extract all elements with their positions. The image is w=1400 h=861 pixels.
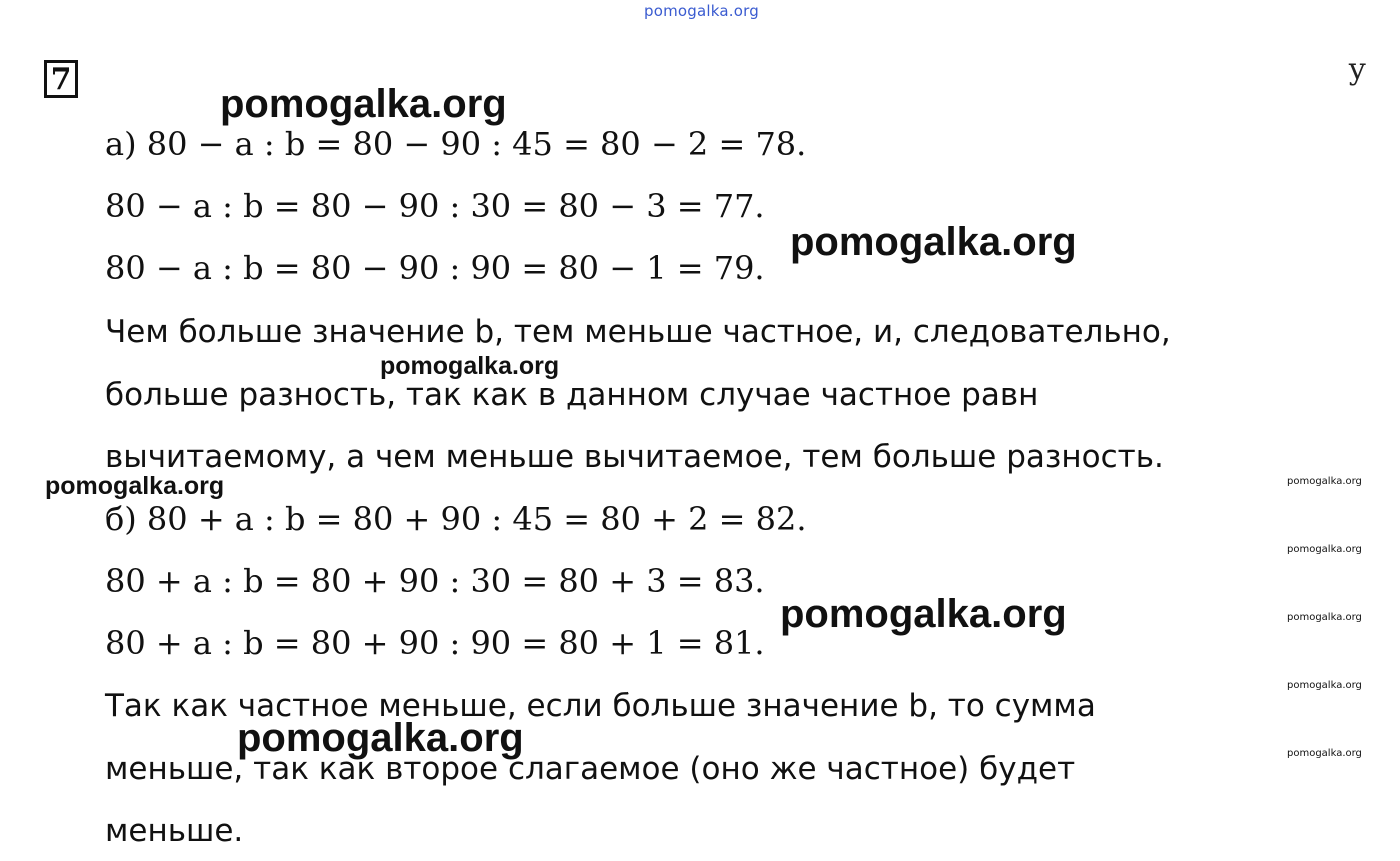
- solution-line-a2: 80 − a : b = 80 − 90 : 30 = 80 − 3 = 77.: [105, 187, 765, 225]
- watermark-big: pomogalka.org: [790, 220, 1077, 264]
- watermark-small: pomogalka.org: [1287, 680, 1362, 691]
- explanation-line-b3: меньше.: [105, 813, 244, 849]
- explanation-line-a1: Чем больше значение b, тем меньше частное, и, следовательно,: [105, 314, 1171, 350]
- watermark-medium: pomogalka.org: [45, 472, 225, 500]
- task-number-box: 7: [44, 60, 78, 98]
- watermark-small: pomogalka.org: [1287, 544, 1362, 555]
- explanation-line-b1: Так как частное меньше, если больше значение b, то сумма: [105, 688, 1096, 724]
- watermark-big: pomogalka.org: [780, 592, 1067, 636]
- solution-line-b3: 80 + a : b = 80 + 90 : 90 = 80 + 1 = 81.: [105, 624, 765, 662]
- explanation-line-b2: меньше, так как второе слагаемое (оно же частное) будет: [105, 751, 1076, 787]
- watermark-medium: pomogalka.org: [380, 352, 560, 380]
- explanation-line-a2: больше разность, так как в данном случае частное равн: [105, 377, 1039, 413]
- site-top-watermark: pomogalka.org: [644, 2, 759, 20]
- watermark-small: pomogalka.org: [1287, 612, 1362, 623]
- solution-line-b2: 80 + a : b = 80 + 90 : 30 = 80 + 3 = 83.: [105, 562, 765, 600]
- watermark-big: pomogalka.org: [220, 82, 507, 126]
- explanation-line-a3: вычитаемому, а чем меньше вычитаемое, тем больше разность.: [105, 439, 1164, 475]
- watermark-big: pomogalka.org: [237, 716, 524, 760]
- solution-line-a1: а) 80 − a : b = 80 − 90 : 45 = 80 − 2 = 78.: [105, 125, 807, 163]
- solution-line-b1: б) 80 + a : b = 80 + 90 : 45 = 80 + 2 = 82.: [105, 500, 807, 538]
- solution-line-a3: 80 − a : b = 80 − 90 : 90 = 80 − 1 = 79.: [105, 249, 765, 287]
- corner-mark: у: [1348, 52, 1366, 87]
- watermark-small: pomogalka.org: [1287, 748, 1362, 759]
- watermark-small: pomogalka.org: [1287, 476, 1362, 487]
